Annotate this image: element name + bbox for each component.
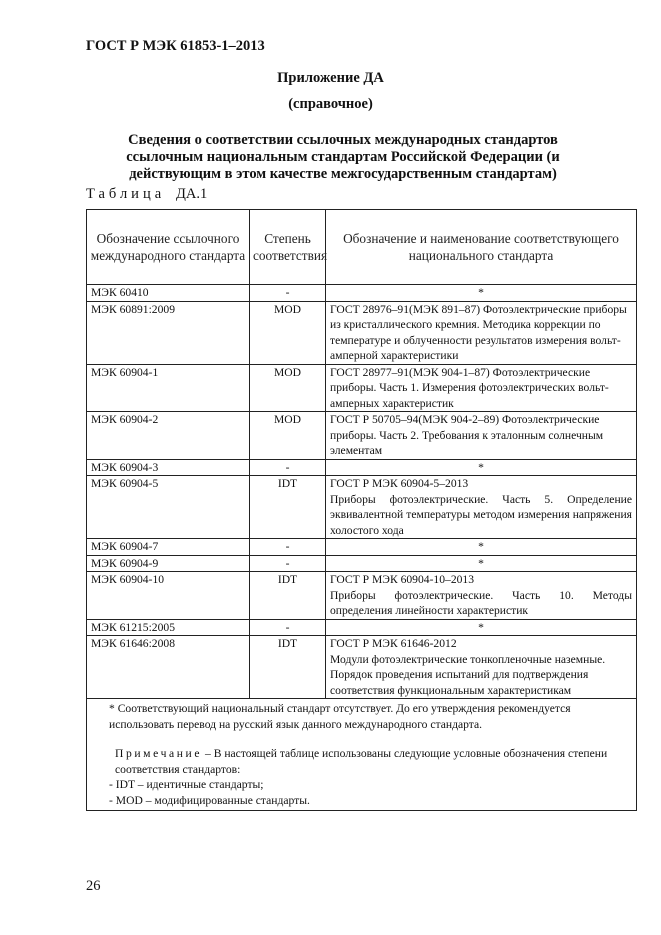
- national-cell: [326, 636, 637, 699]
- ref-cell: МЭК 60904-7: [87, 539, 250, 556]
- page-number: 26: [86, 878, 101, 894]
- footnote: * Соответствующий национальный стандарт отсутствует. До его утверждения рекомендуется использовать перевод на русский язык данного международного стандарта.: [109, 702, 571, 731]
- ref-cell: МЭК 60904-1: [87, 364, 250, 412]
- ref-cell: МЭК 61646:2008: [87, 636, 250, 699]
- national-cell: *: [326, 619, 637, 636]
- national-cell: *: [326, 555, 637, 572]
- table-row: [87, 555, 637, 572]
- standards-table: [86, 209, 637, 811]
- table-row: [87, 619, 637, 636]
- national-title: Приборы фотоэлектрические. Часть 10. Методы определения линейности характеристик: [330, 588, 632, 617]
- ref-cell: МЭК 61215:2005: [87, 619, 250, 636]
- national-cell: [326, 572, 637, 620]
- table-row: [87, 412, 637, 460]
- annex-heading: Сведения о соответствии ссылочных международных стандартов ссылочным национальным стандартам Российской Федерации (и действующим в этом качестве межгосударственным стандартам): [126, 132, 560, 182]
- ref-cell: МЭК 60904-10: [87, 572, 250, 620]
- national-cell: *: [326, 459, 637, 476]
- ref-cell: МЭК 60904-3: [87, 459, 250, 476]
- annex-status: (справочное): [288, 96, 373, 112]
- national-code: ГОСТ Р МЭК 60904-10–2013: [330, 573, 475, 586]
- table-caption-id: ДА.1: [176, 186, 208, 202]
- national-cell: ГОСТ Р 50705–94(МЭК 904-2–89) Фотоэлектрические приборы. Часть 2. Требования к эталонным солнечным элементам: [326, 412, 637, 460]
- ref-cell: МЭК 60904-5: [87, 476, 250, 539]
- table-row: [87, 285, 637, 302]
- degree-cell: MOD: [250, 412, 326, 460]
- national-code: ГОСТ Р МЭК 60904-5–2013: [330, 477, 469, 490]
- ref-cell: МЭК 60904-2: [87, 412, 250, 460]
- column-header-ref: Обозначение ссылочного международного стандарта: [87, 210, 250, 285]
- table-notes-row: [87, 699, 637, 811]
- degree-cell: -: [250, 285, 326, 302]
- table-header-row: [87, 210, 637, 285]
- note: [93, 746, 630, 777]
- note-item-mod: - MOD – модифицированные стандарты.: [109, 793, 310, 807]
- table-row: [87, 364, 637, 412]
- national-code: ГОСТ Р МЭК 61646-2012: [330, 637, 457, 650]
- document-code: ГОСТ Р МЭК 61853-1–2013: [86, 38, 265, 54]
- table-row: [87, 301, 637, 364]
- degree-cell: IDT: [250, 636, 326, 699]
- degree-cell: MOD: [250, 301, 326, 364]
- table-row: [87, 459, 637, 476]
- table-row: [87, 539, 637, 556]
- annex-title: Приложение ДА: [277, 70, 384, 86]
- table-caption-word: Таблица: [86, 186, 166, 202]
- degree-cell: IDT: [250, 572, 326, 620]
- ref-cell: МЭК 60904-9: [87, 555, 250, 572]
- note-item-idt: - IDT – идентичные стандарты;: [109, 778, 264, 791]
- degree-cell: -: [250, 555, 326, 572]
- note-label: Примечание: [115, 747, 203, 760]
- ref-cell: МЭК 60410: [87, 285, 250, 302]
- degree-cell: IDT: [250, 476, 326, 539]
- national-cell: ГОСТ 28976–91(МЭК 891–87) Фотоэлектрические приборы из кристаллического кремния. Методика коррекции по температуре и облученности результатов измерения вольт-амперной характеристики: [326, 301, 637, 364]
- degree-cell: MOD: [250, 364, 326, 412]
- degree-cell: -: [250, 459, 326, 476]
- table-row: [87, 636, 637, 699]
- national-cell: ГОСТ 28977–91(МЭК 904-1–87) Фотоэлектрические приборы. Часть 1. Измерения фотоэлектрических вольт-амперных характеристик: [326, 364, 637, 412]
- national-cell: *: [326, 539, 637, 556]
- national-title: Модули фотоэлектрические тонкопленочные наземные. Порядок проведения испытаний для подтверждения соответствия функциональным характеристикам: [330, 652, 606, 697]
- column-header-national: Обозначение и наименование соответствующего национального стандарта: [326, 210, 637, 285]
- national-cell: *: [326, 285, 637, 302]
- national-title: Приборы фотоэлектрические. Часть 5. Определение эквивалентной температуры методом измерения напряжения холостого хода: [330, 492, 632, 537]
- table-row: [87, 476, 637, 539]
- table-caption: [86, 186, 207, 203]
- degree-cell: -: [250, 619, 326, 636]
- degree-cell: -: [250, 539, 326, 556]
- ref-cell: МЭК 60891:2009: [87, 301, 250, 364]
- national-cell: [326, 476, 637, 539]
- table-row: [87, 572, 637, 620]
- column-header-degree: Степень соответствия: [250, 210, 326, 285]
- notes-cell: [87, 699, 637, 811]
- note-text: – В настоящей таблице использованы следующие условные обозначения степени соответствия стандартов:: [115, 747, 608, 776]
